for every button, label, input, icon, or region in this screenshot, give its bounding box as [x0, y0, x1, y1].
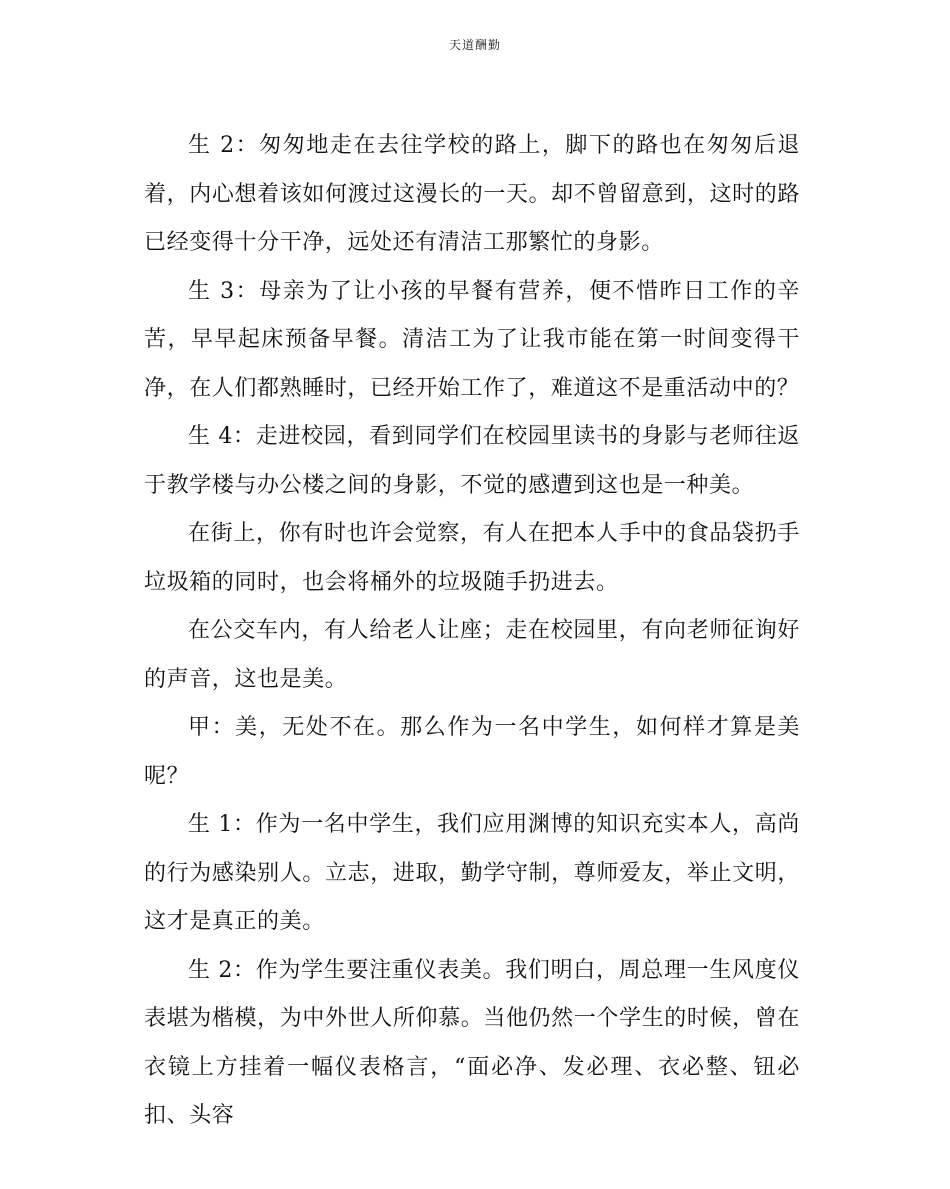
paragraph: 生 2：作为学生要注重仪表美。我们明白，周总理一生风度仪表堪为楷模，为中外世人所仰慕。当他仍然一个学生的时候，曾在衣镜上方挂着一幅仪表格言，“面必净、发必理、衣必整、钮必扣、头容 — [144, 957, 800, 1128]
page-header: 天道酬勤 — [448, 38, 501, 52]
paragraph: 生 1：作为一名中学生，我们应用渊博的知识充实本人，高尚的行为感染别人。立志，进取，勤学守制，尊师爱友，举止文明，这才是真正的美。 — [144, 812, 800, 934]
paragraph: 在公交车内，有人给老人让座；走在校园里，有向老师征询好的声音，这也是美。 — [144, 618, 800, 692]
paragraph: 在街上，你有时也许会觉察，有人在把本人手中的食品袋扔手垃圾箱的同时，也会将桶外的垃圾随手扔进去。 — [144, 521, 800, 595]
paragraph: 生 4：走进校园，看到同学们在校园里读书的身影与老师往返于教学楼与办公楼之间的身影，不觉的感遭到这也是一种美。 — [144, 424, 800, 498]
paragraph: 甲：美，无处不在。那么作为一名中学生，如何样才算是美呢？ — [144, 715, 800, 789]
paragraph: 生 3：母亲为了让小孩的早餐有营养，便不惜昨日工作的辛苦，早早起床预备早餐。清洁工为了让我市能在第一时间变得干净，在人们都熟睡时，已经开始工作了，难道这不是重活动中的？ — [144, 278, 800, 401]
document-body — [144, 122, 800, 1141]
paragraph: 生 2：匆匆地走在去往学校的路上，脚下的路也在匆匆后退着，内心想着该如何渡过这漫长的一天。却不曾留意到，这时的路已经变得十分干净，远处还有清洁工那繁忙的身影。 — [144, 133, 800, 255]
